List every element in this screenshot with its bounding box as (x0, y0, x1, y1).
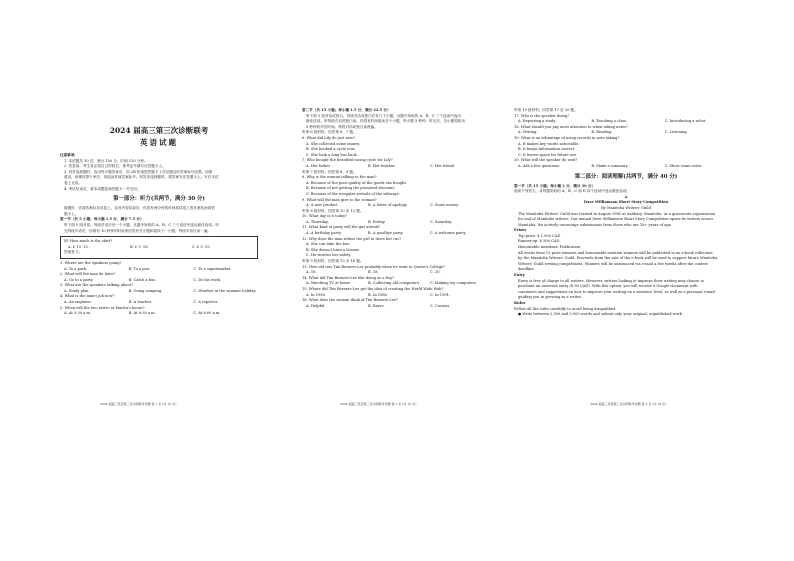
section1-header: 第一节（共 5 小题；每小题 1.5 分，满分 7.5 分） (60, 217, 144, 222)
answer-option[interactable]: A. Thursday. (306, 219, 329, 224)
question-stem: 8. Why is the woman talking to the man? (302, 175, 377, 180)
answer-option[interactable]: C. Because of the irregular arrivals of the subways. (306, 191, 400, 196)
answer-option[interactable]: A. A birthday party. (306, 231, 342, 236)
exam-subtitle: 英语试题 (140, 138, 178, 147)
answer-option[interactable]: C. It leaves space for future use. (518, 152, 578, 157)
answer-option[interactable]: C. Introducing a robot. (664, 119, 707, 124)
prize-item: Honourable mentions: Publication (518, 245, 581, 250)
part1-intro-line: 做题时，先将答案标在试卷上。录音内容结束后，你将有两分钟的时间将试卷上的答案转涂到答 (64, 206, 215, 211)
answer-option[interactable]: C. A welcome party. (430, 231, 467, 236)
part1-intro-line: 题卡上。 (64, 211, 79, 216)
notice-item: 2. 答卷前，考生务必将自己的姓名、准考证号填写在答题卡上。 (64, 164, 166, 169)
exam-title: 2024 届高三第三次诊断联考 (109, 126, 209, 135)
notice-item: 1. 本试题共 10 页，满分 150 分，时间 120 分钟。 (64, 158, 148, 163)
answer-option[interactable]: B. Teaching a class. (591, 119, 628, 124)
answer-options-row (60, 311, 258, 317)
answer-options-row (302, 203, 492, 209)
section1-intro (60, 223, 258, 234)
section2-intro-line: 听下面 5 段对话或独白。每段对话或独白后有几个小题，从题中所给的 A、B、C 三个选项中选出 (306, 113, 461, 118)
page-footer-2: 2024 届高三英语第三次诊断联考试题 第 2 页 (共 10 页) (340, 402, 417, 406)
section1-intro-line: 完每段对话后，你都有 10 秒钟的时间来回答有关小题和阅读下一小题。每段对话仅读一遍。 (64, 228, 212, 233)
prizes-text-line: by the Manitoba Writers' Guild. Proceeds from the sale of the e-book will be used to support future Manitoba (518, 256, 718, 261)
part1-title: 第一部分：听力(共两节，满分 30 分) (113, 196, 205, 203)
question-stem: 1. Where are the speakers going? (60, 260, 122, 265)
part2-section1-intro: 阅读下列短文，从每题所给的 A、B、C 和 D 四个选项中选出最佳选项。 (514, 189, 631, 194)
column-left (60, 108, 258, 317)
part2-title: 第二部分：阅读理解(共两节，满分 40 分) (574, 173, 678, 180)
answer-option[interactable]: C. Making toy computers. (430, 281, 478, 286)
question-stem: 20. What will the speaker do next? (514, 158, 578, 163)
rules-list (514, 312, 738, 318)
answer-option[interactable]: B. She doesn't have a license. (306, 247, 361, 252)
answer-option[interactable]: B. 18. (368, 270, 379, 275)
answer-option[interactable]: C. 20. (430, 270, 441, 275)
material-header: 听第 9 段材料，回答第 13 至 16 题。 (302, 259, 364, 264)
answer-option[interactable]: B. A letter of apology. (368, 203, 408, 208)
notice-item: 卷上无效。 (64, 180, 82, 185)
answer-option[interactable]: B. She booked a cycle tour. (306, 147, 356, 152)
entry-text-line: guiding you in growing as a writer. (518, 295, 582, 300)
rules-intro: Follow all the rules carefully to avoid being disqualified. (514, 306, 617, 311)
question-stem: 18. What should you pay most attention to when taking notes? (514, 124, 628, 129)
part1-intro (60, 206, 258, 217)
answer-option[interactable]: B. Collecting old computers. (368, 281, 420, 286)
answer-option[interactable]: A. An engineer. (64, 300, 92, 305)
example-option-a: A. £ 19. 15. (68, 244, 89, 249)
prizes-text-line: All works from 15 prize winners and honourable mention winners will be published in an e-book collection (518, 250, 713, 255)
answer-options-row (302, 304, 492, 310)
entry-text-line: Entry is free of charge to all writers. However, writers looking to improve their writing may choose to (518, 278, 705, 283)
entry-text-line: comments and suggestions on how to improve your writing on a sentence level, as well as a personal e-mail (518, 289, 715, 294)
question-stem: 6. What did Lily do just now? (302, 135, 356, 140)
prizes-text-line: Writers' Guild writing competitions. Winners will be announced via e-mail a few weeks after the contest (518, 261, 708, 266)
answer-option[interactable]: A. Writing. (518, 130, 538, 135)
example-box (60, 236, 258, 259)
notice-item: 改动，用橡皮擦干净后，再选涂其他答案标号。回答非选择题时，将答案写在答题卡上。写在本试 (64, 175, 219, 180)
question-stem: 14. What did Tim Berners-Lee like doing as a boy? (302, 275, 395, 280)
answer-option[interactable]: A. Helpful. (306, 303, 326, 308)
answer-option[interactable]: B. Catch a bus. (128, 277, 157, 282)
notice-list (60, 159, 258, 193)
answer-option[interactable]: A. Her father. (306, 163, 331, 168)
answer-option[interactable]: A. A new product. (306, 203, 339, 208)
entry-text (514, 279, 738, 301)
rules-header: Rules (514, 301, 526, 305)
answer-option[interactable]: C. To a supermarket. (193, 266, 232, 271)
passage-intro-line: Manitoba. We actively encourage submissions from those who are 18+ years of age. (518, 222, 672, 227)
column-middle (302, 108, 492, 309)
question-stem: 2. What will the man do later? (60, 272, 116, 277)
page-footer-3: 2024 届高三英语第三次诊断联考试题 第 3 页 (共 10 页) (590, 402, 667, 406)
answer-option[interactable]: B. Because of not getting the promised discount. (306, 186, 396, 191)
answer-option[interactable]: B. To a pen. (128, 266, 151, 271)
answer-option[interactable]: A. Study plan. (64, 288, 90, 293)
passage-intro-line: for and of Manitoba writers. Our annual Dave Williamson Short Story Competition opens its writers across (518, 217, 714, 222)
answer-option[interactable]: B. Friday. (368, 219, 386, 224)
answer-option[interactable]: C. At 8:00 a.m. (193, 311, 221, 316)
question-stem: 4. What is the man's job now? (60, 294, 115, 299)
question-stem: 11. What kind of party will the girl attend? (302, 225, 380, 230)
answer-option[interactable]: A. At 5:30 a.m. (64, 311, 92, 316)
question-stem: 3. What are the speakers talking about? (60, 283, 134, 288)
notice-item: 4. 考试结束后，将本试题卷和答题卡一并交回。 (64, 186, 141, 191)
prizes-text (514, 251, 738, 273)
question-stem: 9. What will the man give to the woman? (302, 197, 377, 202)
answer-option[interactable]: B. Reading. (591, 130, 613, 135)
answer-option[interactable]: A. She can take the bus. (306, 242, 351, 247)
question-stem: 17. Who is the speaker doing? (514, 113, 570, 118)
answer-option[interactable]: B. A goodbye party. (368, 231, 404, 236)
question-stem: 7. Who bought the beautiful racing cycle for Lily? (302, 158, 393, 163)
passage-byline: By Manitoba Writers' Guild (601, 205, 651, 210)
answer-option[interactable]: B. Make a summary. (591, 163, 629, 168)
passage-title: Dave Williamson Short Story Competition (583, 200, 669, 205)
question-stem: 15. Where did Tim Berners-Lee get the idea of creating the World Wide Web? (302, 287, 444, 291)
answer-option[interactable]: C. A reporter. (193, 300, 219, 305)
answer-option[interactable]: C. Do his work. (193, 277, 222, 282)
material-header: 听第 7 段材料，回答第 8、9 题。 (302, 169, 357, 174)
question-stem: 5. When will the two arrive at Martin's house? (60, 305, 145, 310)
example-options (64, 245, 254, 251)
answer-option[interactable]: C. Saturday. (430, 219, 453, 224)
question-stem: 10. What day is it today? (302, 214, 348, 219)
question-list-left (60, 261, 258, 317)
part2-section1-header: 第一节（共 15 小题；每小题 2 分，满分 30 分） (514, 183, 596, 188)
answer-option[interactable]: A. 16. (306, 270, 317, 275)
example-question: 例: How much is the shirt? (64, 239, 113, 244)
answer-option[interactable]: A. In 1989. (306, 292, 327, 297)
answer-option[interactable]: A. It makes key words noticeable. (518, 141, 580, 146)
answer-option[interactable]: C. He worries her safety. (306, 253, 352, 258)
material6-header: 听第 6 段材料，回答第 6、7 题。 (302, 130, 357, 135)
column-right (514, 108, 738, 318)
prizes-header: Prizes (514, 228, 527, 233)
answer-option[interactable]: C. Some money. (430, 203, 459, 208)
material-header: 听第 8 段材料，回答第 10 至 12 题。 (302, 208, 364, 213)
answer-options-row (302, 231, 492, 237)
question-stem: 13. How old was Tim Berners-Lee probably when he went to Queen's College? (302, 264, 446, 269)
answer-option[interactable]: A. She collected some money. (306, 141, 360, 146)
section2-intro (302, 114, 492, 131)
answer-option[interactable]: A. To a park. (64, 266, 88, 271)
notice-item: 3. 回答选择题时，选出每小题答案后，用 2B 铅笔把答题卡上对应题目的答案标号涂黑。如需 (64, 169, 213, 174)
answer-options-row (302, 164, 492, 170)
example-option-b: B. £ 9. 18. (130, 244, 149, 249)
answer-option[interactable]: B. It keeps information correct. (518, 147, 576, 152)
section2-header: 第二节（共 15 小题；每小题 1.5 分，满分 22.5 分） (302, 108, 391, 112)
prize-item: Runner-up: $ 500 CAD (518, 239, 560, 244)
answer-option[interactable]: B. In 1980. (368, 292, 389, 297)
answer-option[interactable]: C. Listening. (664, 130, 688, 135)
entry-header: Entry (514, 273, 525, 278)
prize-item: Top prize: $ 1,000 CAD (518, 233, 561, 238)
section1-intro-line: 听下面 5 段对话。每段对话后有一个小题，从题中所给的 A、B、C 三个选项中选出最佳选项。听 (64, 222, 219, 227)
answer-option[interactable]: C. She took a long bus back. (306, 152, 358, 157)
question-stem: 19. What is an advantage of using records in note taking? (514, 135, 620, 140)
answer-options-row (514, 119, 738, 125)
prizes-list (514, 234, 738, 251)
answer-option[interactable]: B. A teacher. (128, 300, 152, 305)
question-list-right (514, 114, 738, 170)
passage-intro-line: The Manitoba Writers' Guild was formed in August 1981 at Ashbury, Manitoba, as a grassroots organization (518, 211, 716, 216)
answer-option[interactable]: C. Weather in the summer holiday. (193, 288, 257, 293)
answer-option[interactable]: C. Her friend. (430, 163, 456, 168)
rule-item: ● Write between 2,500 and 5,000 words and submit only your original, unpublished work. (518, 312, 683, 317)
notice-header: 注意事项: (60, 153, 76, 157)
answer-option[interactable]: A. Ask a few questions. (518, 163, 561, 168)
answer-option[interactable]: C. Curious. (430, 303, 451, 308)
answer-option[interactable]: A. Reporting a study. (518, 119, 557, 124)
example-answer: 答案是 C。 (64, 250, 83, 255)
answer-option[interactable]: B. Going camping. (128, 288, 163, 293)
answer-option[interactable]: A. Go to a party. (64, 277, 94, 282)
answer-option[interactable]: A. Watching TV at home. (306, 281, 352, 286)
example-option-c: C. £ 9. 15. (192, 244, 211, 249)
answer-options-row (60, 300, 258, 306)
answer-option[interactable]: B. Brave. (368, 303, 385, 308)
section2-intro-line: 最佳选项。听每段对话或独白前，你将有时间阅读各个小题，每小题 5 秒钟；听完后，各小题将给出 (306, 119, 466, 124)
question-list-middle (302, 136, 492, 309)
answer-option[interactable]: A. Because of the poor quality of the goods she bought. (306, 180, 408, 185)
entry-text-line: purchase an assessed entry ($ 80 CAD). With this option, you will receive a Google document with (518, 284, 698, 289)
section2-intro-line: 5 秒钟的作答时间。每段对话或独白读两遍。 (306, 124, 378, 129)
answer-option[interactable]: C. In 1991. (430, 292, 451, 297)
answer-options-row (302, 270, 492, 276)
question-stem: 16. What does the woman think of Tim Berners-Lee? (302, 298, 398, 303)
material10-header: 听第 10 段材料，回答第 17 至 20 题。 (514, 108, 578, 112)
page-footer-1: 2024 届高三英语第三次诊断联考试题 第 1 页 (共 10 页) (100, 402, 177, 406)
passage-letter: A (624, 194, 628, 199)
answer-option[interactable]: B. At 6:30 a.m. (128, 311, 156, 316)
passage-intro (514, 212, 738, 229)
prizes-text-line: deadline. (518, 267, 535, 272)
question-stem: 12. Why does the man refuse the girl to drive her car? (302, 236, 402, 241)
answer-option[interactable]: B. Her brother. (368, 163, 396, 168)
answer-options-row (514, 164, 738, 170)
answer-option[interactable]: C. Show some notes. (664, 163, 703, 168)
